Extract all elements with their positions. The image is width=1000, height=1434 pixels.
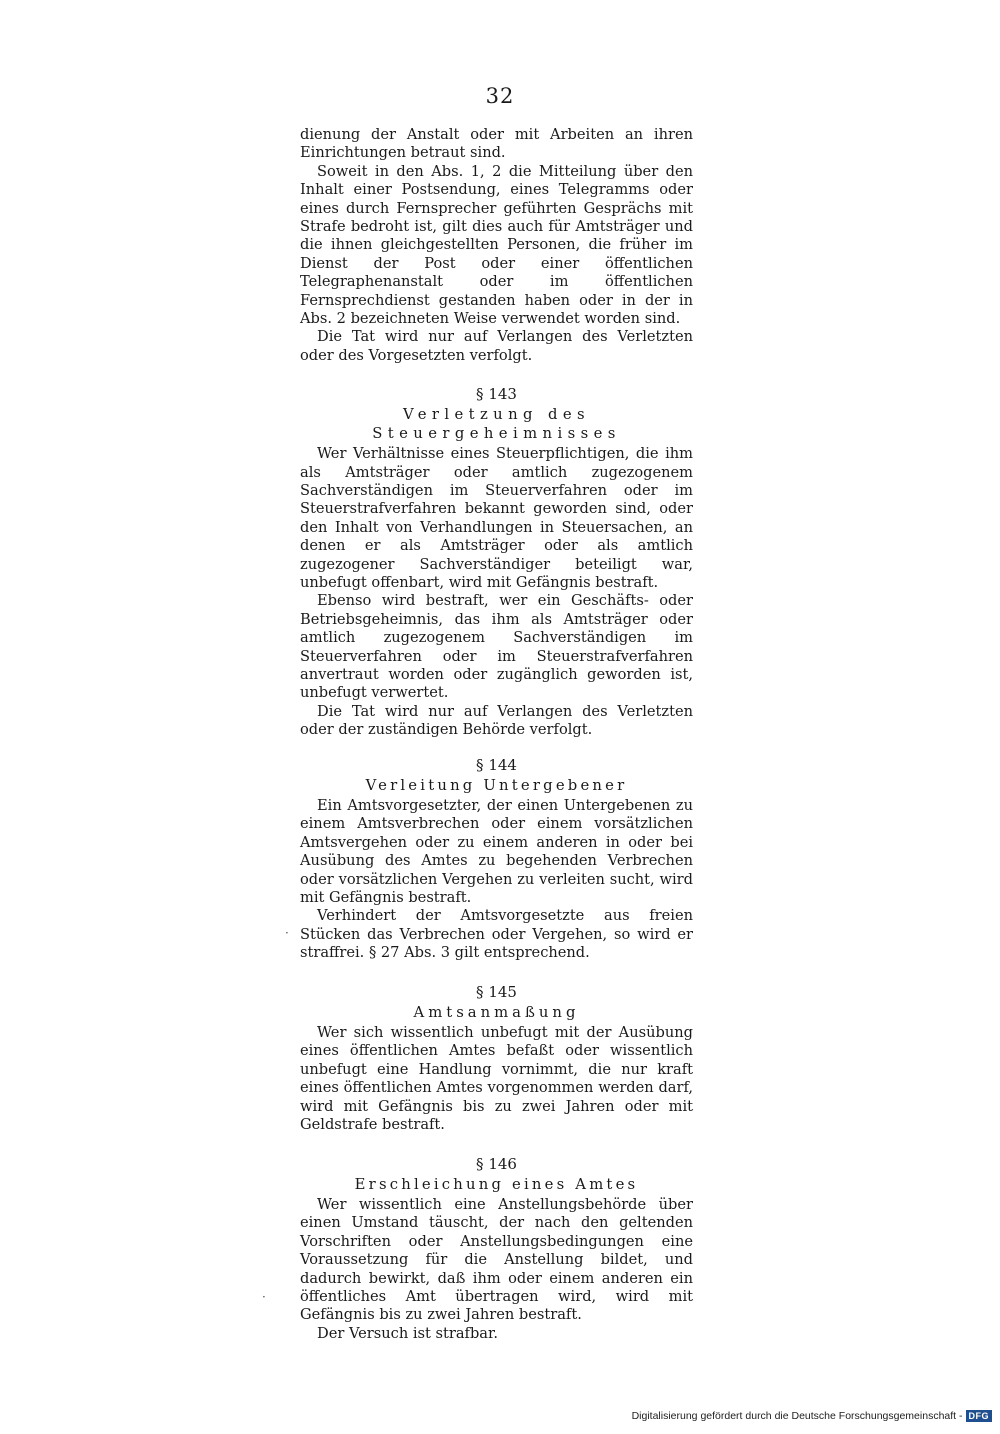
digitization-footer (632, 1410, 992, 1422)
scan-speck: · (285, 926, 289, 940)
section-number: § 143 (476, 385, 517, 404)
paragraph: Wer sich wissentlich unbefugt mit der Ausübung eines öffentlichen Amtes befaßt oder wissentlich unbefugt eine Handlung vornimmt, die nur kraft eines öffentlichen Amtes vorgenommen werden darf, wird mit Gefängnis bis zu zwei Jahren oder mit Geldstrafe bestraft. (300, 1024, 693, 1134)
text-column (300, 126, 693, 1343)
paragraph: Die Tat wird nur auf Verlangen des Verletzten oder des Vorgesetzten verfolgt. (300, 328, 693, 364)
paragraph: Ein Amtsvorgesetzter, der einen Untergebenen zu einem Amtsverbrechen oder einem vorsätzlichen Amtsvergehen oder zu einem anderen in oder bei Ausübung des Amtes zu begehenden Verbrechen oder vorsätzlichen Vergehen zu verleiten sucht, wird mit Gefängnis bestraft. (300, 797, 693, 907)
section-number: § 144 (476, 755, 517, 774)
section-heading: Verleitung Untergebener (365, 776, 628, 794)
paragraph: Ebenso wird bestraft, wer ein Geschäfts- oder Betriebsgeheimnis, das ihm als Amtsträger oder amtlich zugezogenem Sachverständigen im Steuerverfahren oder im Steuerstrafverfahren anvertraut worden oder zugänglich geworden ist, unbefugt verwertet. (300, 592, 693, 702)
section-heading: Amtsanmaßung (413, 1003, 580, 1021)
dfg-logo: DFG (966, 1410, 993, 1422)
paragraph: Die Tat wird nur auf Verlangen des Verletzten oder der zuständigen Behörde verfolgt. (300, 702, 693, 739)
paragraph: Wer Verhältnisse eines Steuerpflichtigen, die ihm als Amtsträger oder amtlich zugezogenem Sachverständigen im Steuerverfahren oder im Steuerstrafverfahren bekannt geworden sind, oder den Inhalt von Verhandlungen in Steuersachen, an denen er als Amtsträger oder als amtlich zugezogener Sachverständiger beteiligt war, unbefugt offenbart, wird mit Gefängnis bestraft. (300, 445, 693, 591)
paragraph: dienung der Anstalt oder mit Arbeiten an ihren Einrichtungen betraut sind. (300, 126, 693, 162)
paragraph: Wer wissentlich eine Anstellungsbehörde über einen Umstand täuscht, der nach den geltenden Vorschriften oder Anstellungsbedingungen eine Voraussetzung für die Anstellung bildet, und dadurch bewirkt, daß ihm oder einem anderen ein öffentliches Amt übertragen wird, wird mit Gefängnis bis zu zwei Jahren bestraft. (300, 1195, 693, 1324)
section-heading: Erschleichung eines Amtes (354, 1175, 639, 1193)
paragraph: Der Versuch ist strafbar. (317, 1324, 499, 1342)
footer-text: Digitalisierung gefördert durch die Deutsche Forschungsgemeinschaft - (631, 1410, 963, 1422)
section-number: § 145 (476, 982, 517, 1001)
paragraph: Soweit in den Abs. 1, 2 die Mitteilung über den Inhalt einer Postsendung, eines Telegramms oder eines durch Fernsprecher geführten Gesprächs mit Strafe bedroht ist, gilt dies auch für Amtsträger und die ihnen gleichgestellten Personen, die früher im Dienst der Post oder einer öffentlichen Telegraphenanstalt oder im öffentlichen Fernsprechdienst gestanden haben oder in der in Abs. 2 bezeichneten Weise verwendet worden sind. (300, 162, 693, 328)
scan-speck: · (262, 1290, 266, 1304)
page-number: 32 (485, 84, 515, 108)
paragraph: Verhindert der Amtsvorgesetzte aus freien Stücken das Verbrechen oder Vergehen, so wird er straffrei. § 27 Abs. 3 gilt entsprechend. (300, 907, 693, 962)
section-number: § 146 (476, 1154, 517, 1173)
section-heading: Verletzung des Steuergeheimnisses (372, 406, 621, 442)
